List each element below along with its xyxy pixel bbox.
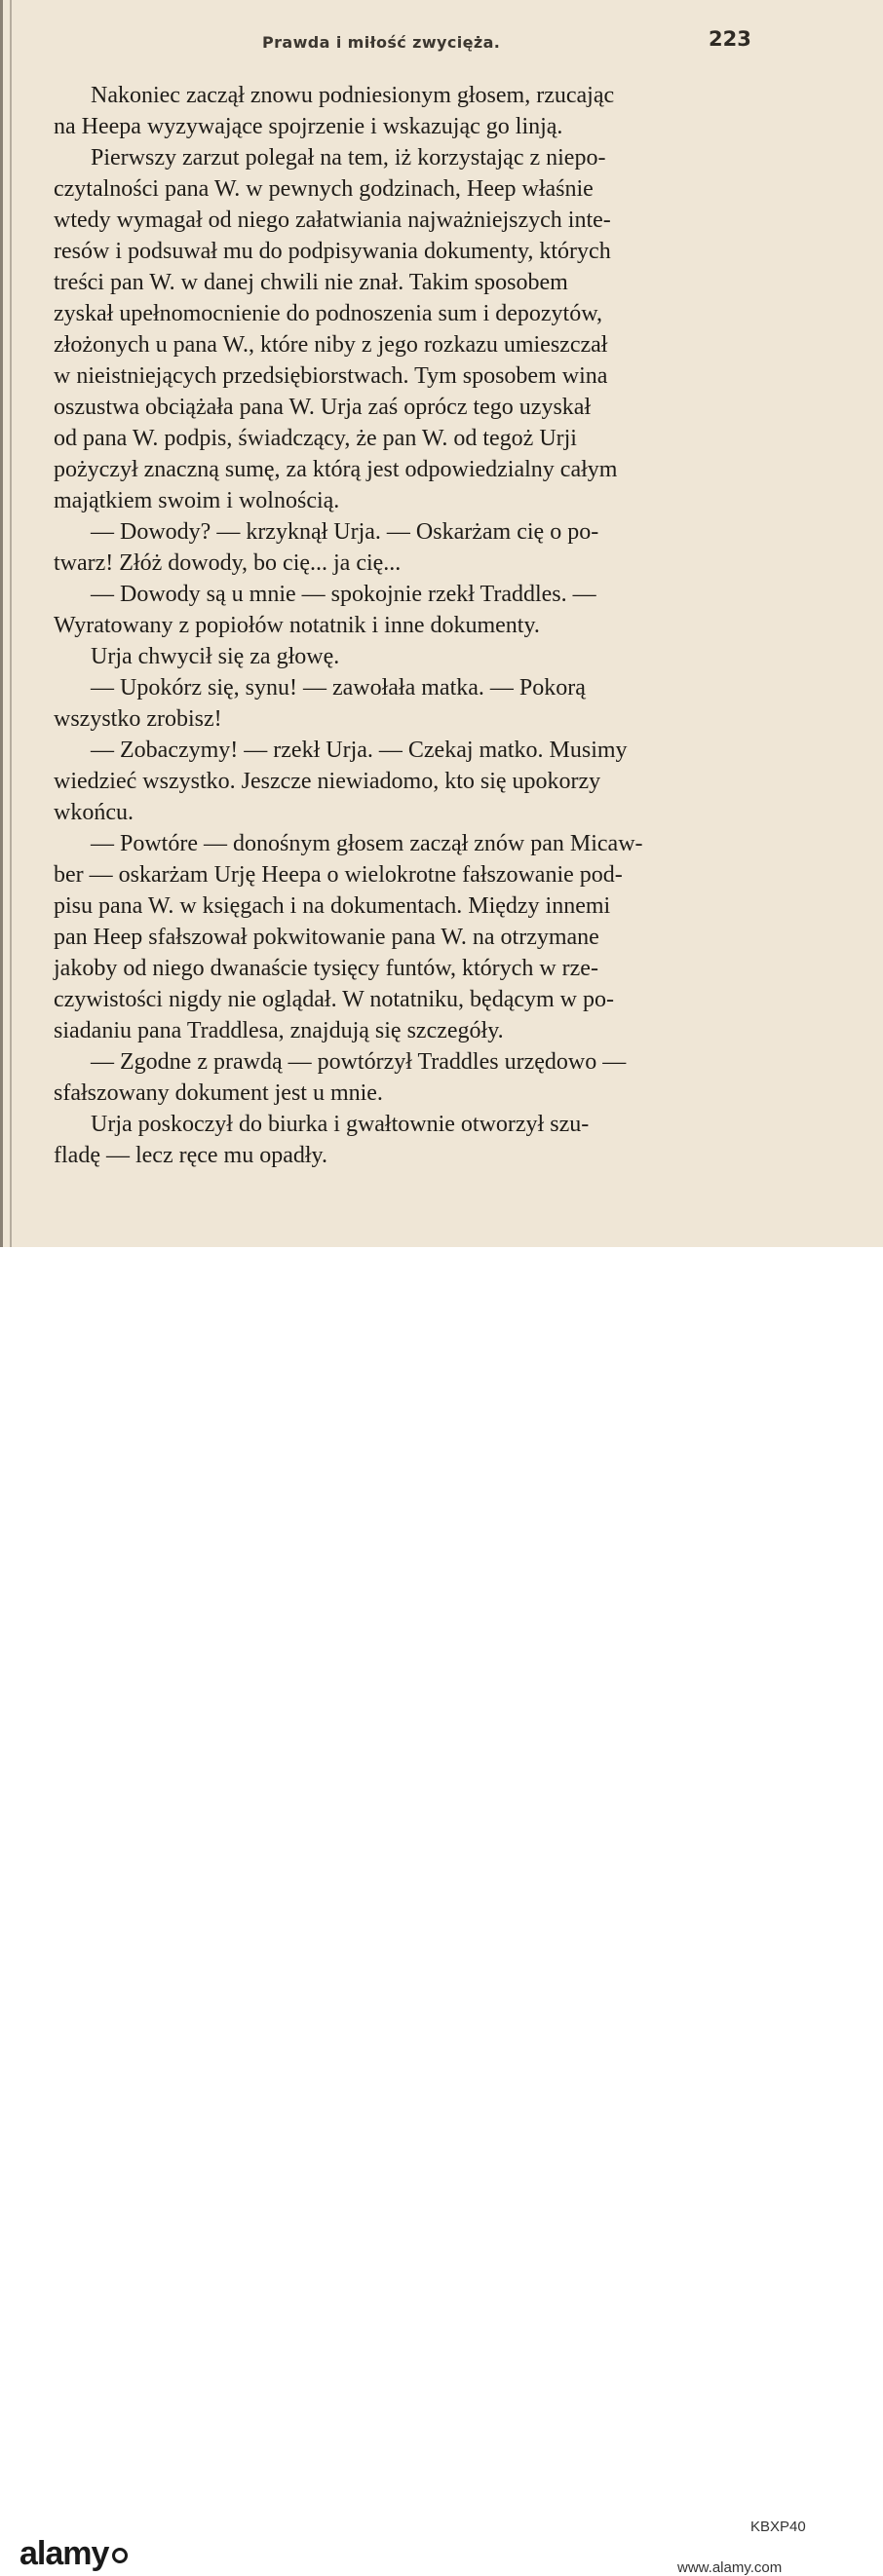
text-line: — Upokórz się, synu! — zawołała matka. — Pokorą [91,675,586,701]
text-line: złożonych u pana W., które niby z jego rozkazu umieszczał [54,332,608,358]
text-line: wtedy wymagał od niego załatwiania najważniejszych inte- [54,208,611,233]
text-line: Urja chwycił się za głowę. [91,644,340,669]
text-line: — Dowody są u mnie — spokojnie rzekł Traddles. — [91,582,596,607]
text-line: wszystko zrobisz! [54,706,222,732]
text-line: ber — oskarżam Urję Heepa o wielokrotne fałszowanie pod- [54,862,623,888]
text-line: siadaniu pana Traddlesa, znajdują się szczegóły. [54,1018,504,1043]
text-line: zyskał upełnomocnienie do podnoszenia sum i depozytów, [54,301,602,326]
text-line: na Heepa wyzywające spojrzenie i wskazując go linją. [54,114,563,139]
text-line: Nakoniec zaczął znowu podniesionym głosem, rzucając [91,83,615,108]
text-line: — Zgodne z prawdą — powtórzył Traddles urzędowo — [91,1049,627,1075]
text-line: wiedzieć wszystko. Jeszcze niewiadomo, kto się upokorzy [54,769,601,794]
text-line: oszustwa obciążała pana W. Urja zaś oprócz tego uzyskał [54,395,592,420]
stock-url: www.alamy.com [677,2559,783,2576]
stock-footer [0,1247,883,2576]
brand-name: alamy [19,2535,109,2572]
text-line: od pana W. podpis, świadczący, że pan W. od tegoż Urji [54,426,577,451]
text-line: fladę — lecz ręce mu opadły. [54,1143,327,1168]
text-line: resów i podsuwał mu do podpisywania dokumenty, których [54,239,611,264]
text-line: — Zobaczymy! — rzekł Urja. — Czekaj matko. Musimy [91,738,628,763]
text-line: Pierwszy zarzut polegał na tem, iż korzystając z niepo- [91,145,606,170]
text-line: pisu pana W. w księgach i na dokumentach. Między innemi [54,893,611,919]
text-line: Urja poskoczył do biurka i gwałtownie otworzył szu- [91,1112,590,1137]
scanned-page [0,0,883,1247]
text-line: treści pan W. w danej chwili nie znał. Takim sposobem [54,270,568,295]
image-id: KBXP40 [750,2519,806,2535]
page-edge [10,0,12,1247]
brand-mark-icon [112,2548,128,2563]
text-line: wkońcu. [54,800,134,825]
page-number: 223 [709,27,751,51]
text-line: — Dowody? — krzyknął Urja. — Oskarżam cię o po- [91,519,599,545]
text-line: majątkiem swoim i wolnością. [54,488,340,513]
running-head: Prawda i miłość zwycięża. [262,33,501,52]
text-line: Wyratowany z popiołów notatnik i inne dokumenty. [54,613,540,638]
text-line: sfałszowany dokument jest u mnie. [54,1080,383,1106]
text-line: w nieistniejących przedsiębiorstwach. Tym sposobem wina [54,363,608,389]
text-line: pożyczył znaczną sumę, za którą jest odpowiedzialny całym [54,457,618,482]
text-line: jakoby od niego dwanaście tysięcy funtów, których w rze- [54,956,598,981]
text-line: czywistości nigdy nie oglądał. W notatniku, będącym w po- [54,987,614,1012]
text-line: czytalności pana W. w pewnych godzinach, Heep właśnie [54,176,594,202]
text-line: twarz! Złóż dowody, bo cię... ja cię... [54,550,402,576]
text-line: — Powtóre — donośnym głosem zaczął znów pan Micaw- [91,831,643,856]
text-line: pan Heep sfałszował pokwitowanie pana W. na otrzymane [54,925,599,950]
brand-logo [19,2535,128,2573]
